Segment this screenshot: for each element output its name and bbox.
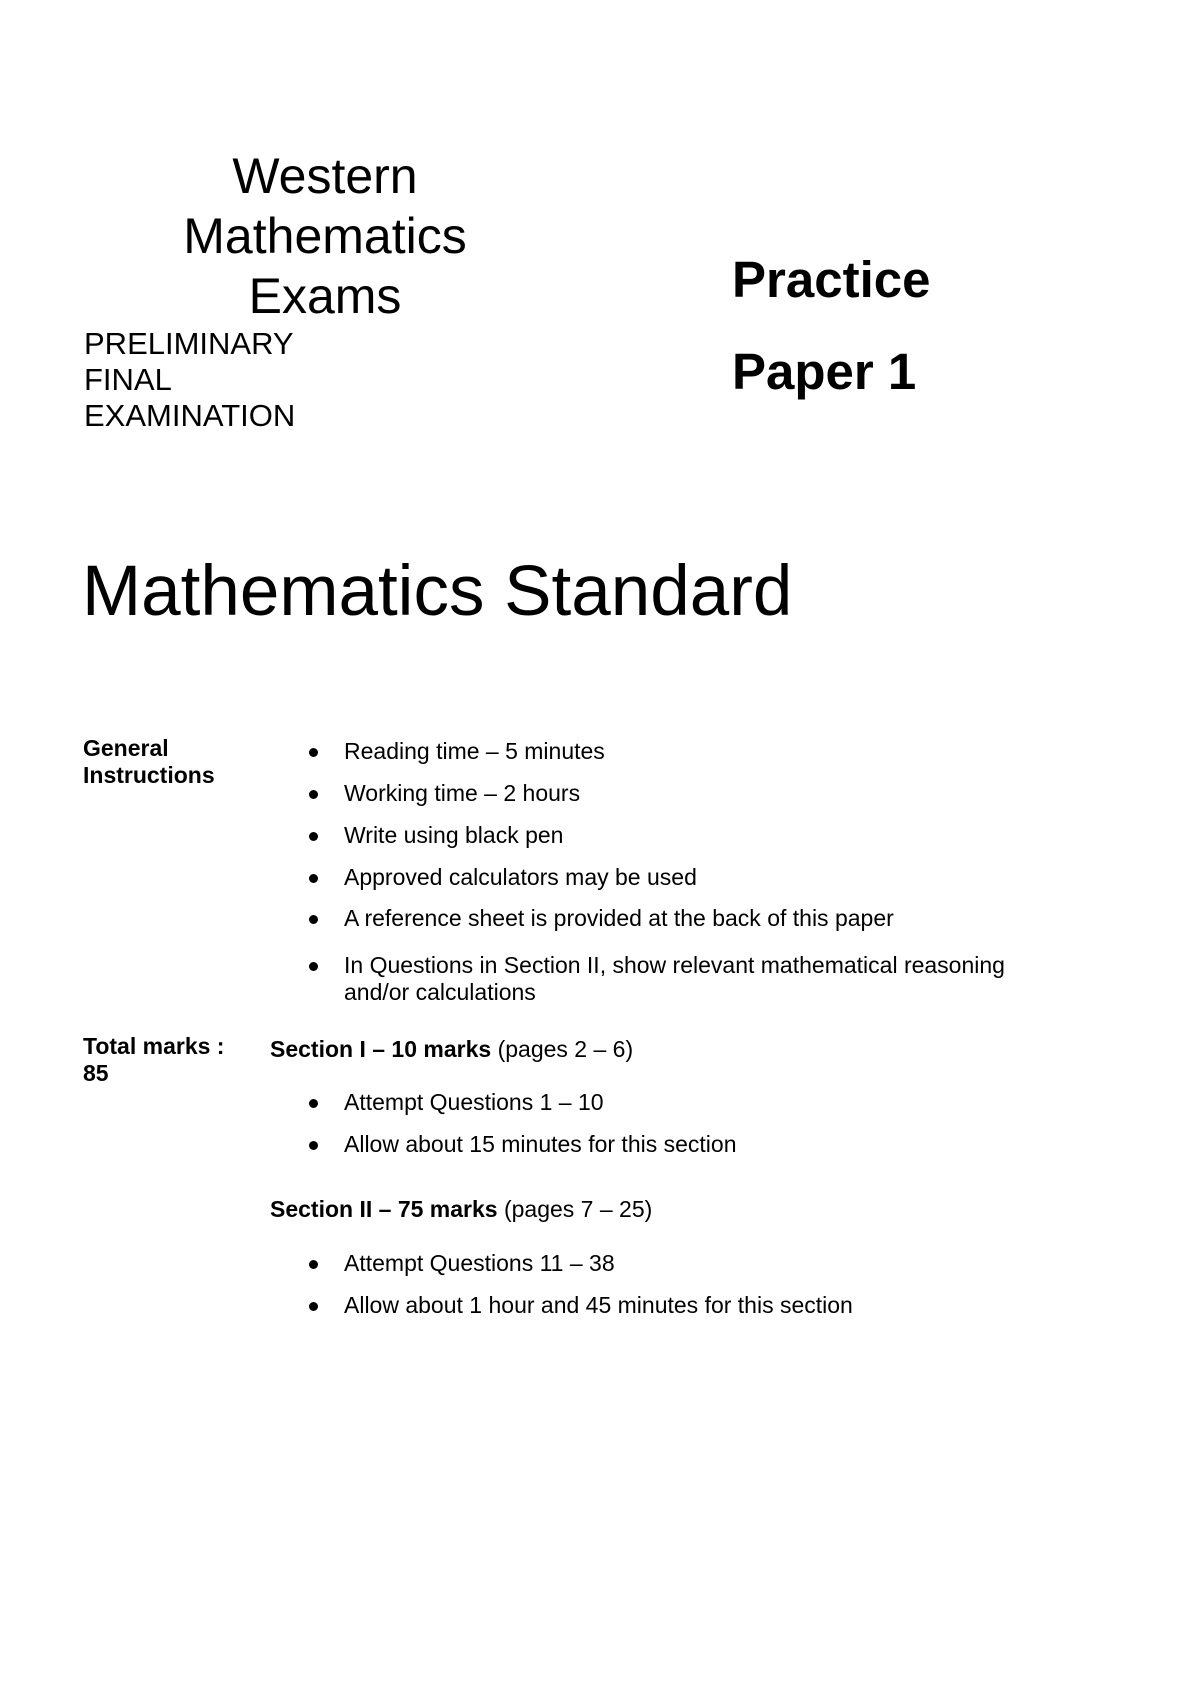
instruction-text [344, 952, 1083, 1006]
section-item [303, 1250, 1083, 1277]
bullet-icon [303, 1250, 328, 1277]
instruction-item [303, 864, 1083, 891]
bullet-icon [303, 822, 328, 849]
bullet-icon [303, 780, 328, 807]
section-item [303, 1131, 1083, 1158]
instruction-text: Write using black pen [344, 822, 564, 848]
bullet-icon [303, 905, 328, 932]
section-item [303, 1292, 1083, 1319]
paper-title [732, 250, 930, 402]
section-item-text: Attempt Questions 11 – 38 [344, 1250, 615, 1276]
paper-title-line: Practice [732, 251, 931, 308]
exam-type-line: PRELIMINARY [84, 326, 294, 361]
instruction-text: Reading time – 5 minutes [344, 738, 605, 764]
instruction-text-line: In Questions in Section II, show relevant mathematical reasoning [344, 952, 1005, 978]
bullet-icon [303, 864, 328, 891]
instruction-text: A reference sheet is provided at the back of this paper [344, 905, 894, 931]
instruction-item [303, 822, 1083, 849]
label-line: 85 [83, 1060, 109, 1086]
exam-type-line: FINAL [84, 362, 172, 397]
section-heading [270, 1196, 652, 1223]
instruction-item [303, 738, 1083, 765]
bullet-icon [303, 1089, 328, 1116]
organisation-line: Western [232, 148, 418, 204]
section-pages: (pages 7 – 25) [503, 1196, 653, 1222]
instruction-text: Approved calculators may be used [344, 864, 697, 890]
bullet-icon [303, 1131, 328, 1158]
section-pages: (pages 2 – 6) [497, 1036, 634, 1062]
organisation-name [150, 146, 500, 326]
bullet-icon [303, 738, 328, 765]
organisation-line: Exams [248, 268, 402, 324]
section-item-text: Allow about 15 minutes for this section [344, 1131, 737, 1157]
bullet-icon [303, 952, 328, 979]
subject-title: Mathematics Standard [82, 552, 793, 631]
exam-type [84, 326, 295, 434]
total-marks-label [83, 1033, 224, 1087]
section-item-text: Allow about 1 hour and 45 minutes for this section [344, 1292, 853, 1318]
section-title: Section II – 75 marks [270, 1196, 498, 1222]
instruction-text-line: and/or calculations [344, 979, 536, 1005]
section-heading [270, 1036, 633, 1063]
instruction-text: Working time – 2 hours [344, 780, 581, 806]
section-item [303, 1089, 1083, 1116]
instruction-item [303, 952, 1083, 1006]
label-line: Instructions [83, 762, 215, 788]
general-instructions-label [83, 735, 215, 789]
paper-title-line: Paper 1 [732, 343, 917, 400]
label-line: Total marks : [83, 1033, 225, 1059]
instruction-item [303, 780, 1083, 807]
organisation-line: Mathematics [183, 208, 467, 264]
label-line: General [83, 735, 169, 761]
section-item-text: Attempt Questions 1 – 10 [344, 1089, 604, 1115]
exam-type-line: EXAMINATION [84, 398, 296, 433]
instruction-item [303, 905, 1083, 932]
section-title: Section I – 10 marks [270, 1036, 492, 1062]
bullet-icon [303, 1292, 328, 1319]
